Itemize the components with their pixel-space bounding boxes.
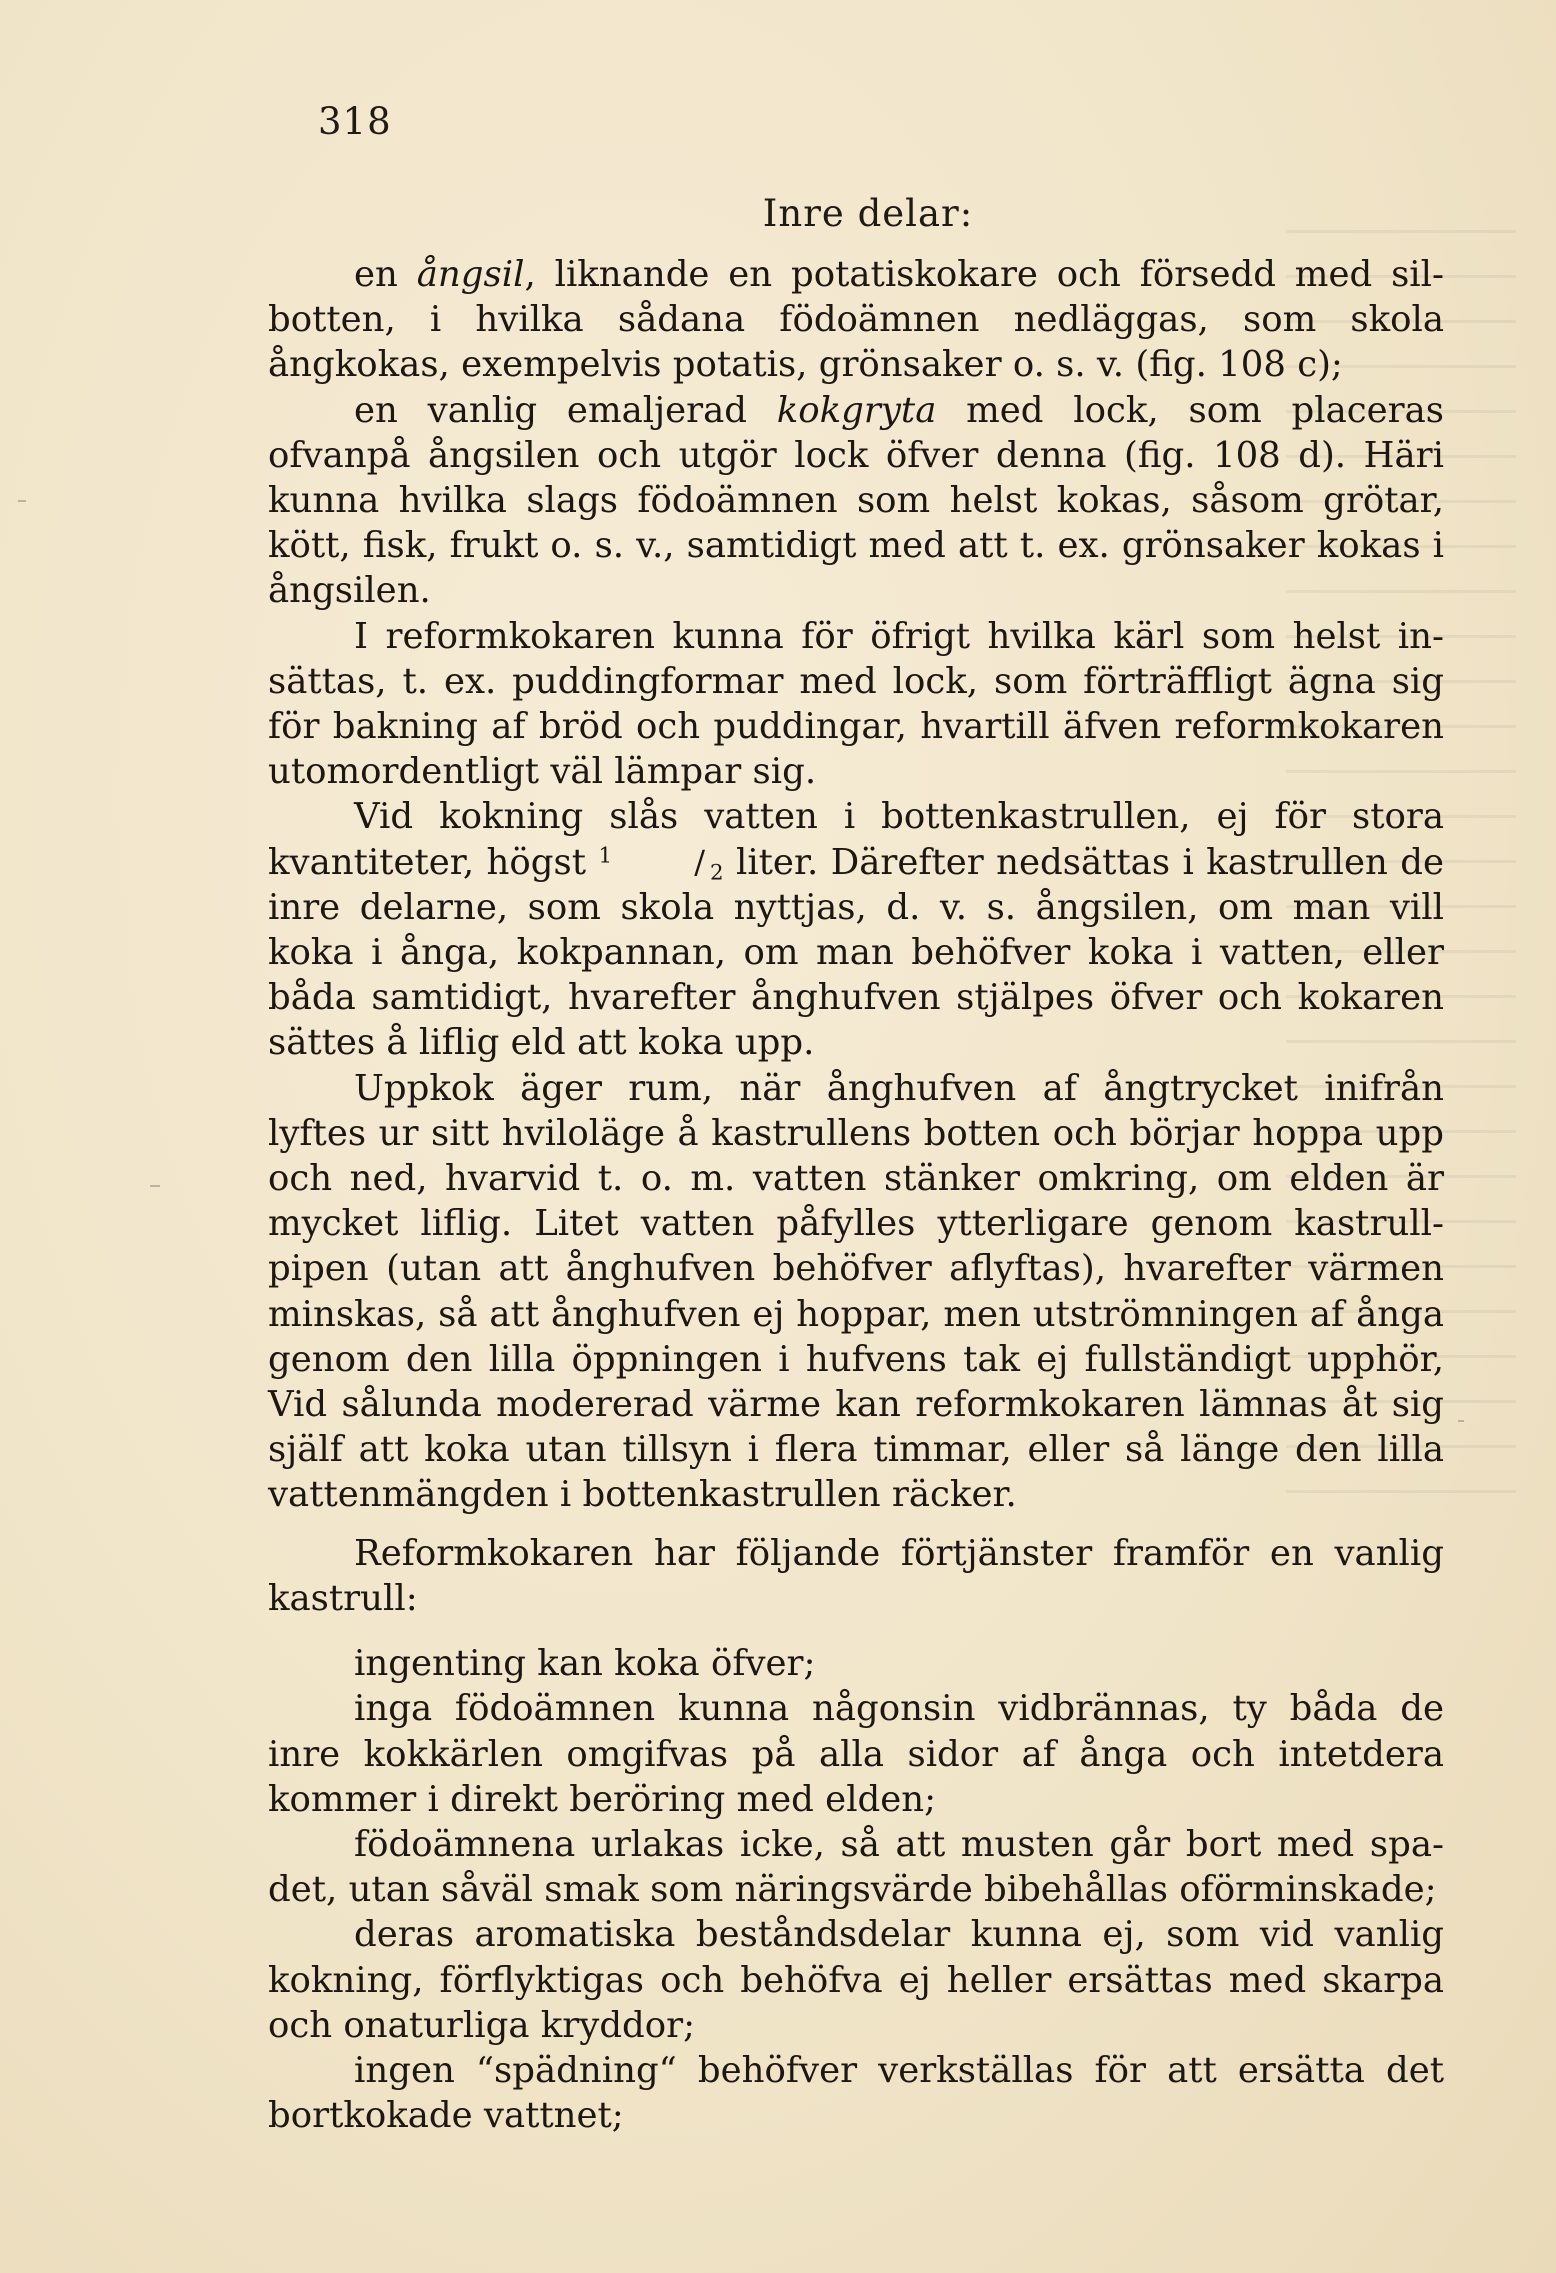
- paragraph-fortjanster: [268, 1531, 1444, 1621]
- text-run: en vanlig emaljerad: [354, 389, 777, 431]
- text-run: Reformkokaren har följande förtjänster framför en vanlig kastrull:: [268, 1532, 1444, 1619]
- italic-term: kokgryta: [776, 389, 937, 431]
- text-run: liter. Därefter nedsättas i kastrullen de inre delarne, som skola nyttjas, d. v. s. ångsilen, om man vill koka i ånga, kokpannan, om man behöfver koka i vatten, eller båda samtidigt, hvarefter ånghufven stjälpes öfver och kokaren sättes å liflig eld att koka upp.: [268, 841, 1444, 1064]
- text-run: Vid kokning slås vatten i bottenkastrullen, ej för stora kvantiteter, högst: [268, 796, 1444, 883]
- text-run: , liknande en potatiskokare och försedd med sil-botten, i hvilka sådana födoämnen nedläggas, som skola ångkokas, exempelvis potatis, grönsaker o. s. v. (fig. 108 c);: [268, 254, 1444, 386]
- text-run: födoämnena urlakas icke, så att musten går bort med spa-det, utan såväl smak som näringsvärde bibehållas oförminskade;: [268, 1823, 1444, 1911]
- page-number: 318: [318, 100, 392, 143]
- paragraph-kokgryta: [268, 388, 1444, 614]
- text-run: med lock, som placeras ofvanpå ångsilen och utgör lock öfver denna (fig. 108 d). Häri kunna hvilka slags födoämnen som helst kokas, såsom grötar, kött, fisk, frukt o. s. v., samtidigt med att t. ex. grönsaker kokas i ångsilen.: [268, 389, 1444, 612]
- margin-mark: [150, 1185, 160, 1187]
- text-run: I reformkokaren kunna för öfrigt hvilka kärl som helst in-sättas, t. ex. puddingformar med lock, som förträffligt ägna sig för bakning af bröd och puddingar, hvartill äfven reformkokaren utomordentligt väl lämpar sig.: [268, 615, 1444, 793]
- text-run: Uppkok äger rum, när ånghufven af ångtrycket inifrån lyftes ur sitt hviloläge å kastrullens botten och börjar hoppa upp och ned, hvarvid t. o. m. vatten stänker omkring, om elden är mycket liflig. Litet vatten påfylles ytterligare genom kastrull-pipen (utan att ånghufven behöfver aflyftas), hvarefter värmen minskas, så att ånghufven ej hoppar, men utströmningen af ånga genom den lilla öppningen i hufvens tak ej fullständigt upphör, Vid sålunda modererad värme kan reformkokaren lämnas åt sig själf att koka utan tillsyn i flera timmar, eller så länge den lilla vattenmängden i bottenkastrullen räcker.: [268, 1067, 1444, 1516]
- text-run: ingen “spädning“ behöfver verkställas för att ersätta det bortkokade vattnet;: [268, 2049, 1444, 2137]
- fraction-denominator: 2: [709, 859, 724, 885]
- section-heading: Inre delar:: [762, 192, 974, 235]
- text-run: inga födoämnen kunna någonsin vidbrännas, ty båda de inre kokkärlen omgifvas på alla sidor af ånga och intetdera kommer i direkt beröring med elden;: [268, 1688, 1444, 1820]
- text-run: deras aromatiska beståndsdelar kunna ej, som vid vanlig kokning, förflyktigas och behöfva ej heller ersättas med skarpa och onaturliga kryddor;: [268, 1914, 1444, 2046]
- list-item-spadning: [268, 2048, 1444, 2138]
- paragraph-reformkokaren-insattas: [268, 614, 1444, 795]
- paragraph-angsil: [268, 252, 1444, 388]
- list-item-aromatiska: [268, 1912, 1444, 2048]
- margin-mark: [1458, 1420, 1464, 1422]
- margin-mark: [18, 500, 26, 502]
- list-item-urlakas: [268, 1822, 1444, 1912]
- fraction-half: $^1$ / $_2$: [598, 842, 724, 885]
- paragraph-uppkok: [268, 1066, 1444, 1518]
- italic-term: ångsil: [416, 254, 525, 295]
- text-run: ingenting kan koka öfver;: [354, 1643, 816, 1685]
- paragraph-vid-kokning: [268, 794, 1444, 1065]
- body-text: [268, 252, 1444, 2138]
- list-item-koka-ofver: [268, 1641, 1444, 1686]
- text-run: en: [354, 254, 417, 295]
- fraction-numerator: 1: [598, 842, 612, 868]
- list-item-vidbrannas: [268, 1686, 1444, 1822]
